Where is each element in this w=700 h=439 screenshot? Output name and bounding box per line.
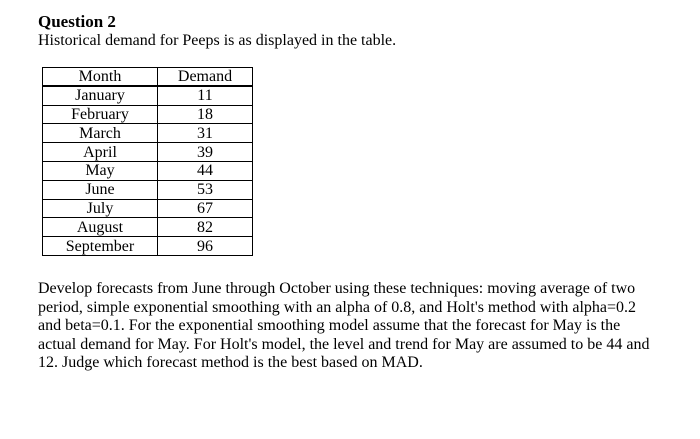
month-cell: February [43, 105, 158, 124]
demand-cell: 44 [158, 161, 253, 180]
month-cell: June [43, 180, 158, 199]
demand-cell: 67 [158, 199, 253, 218]
month-cell: March [43, 124, 158, 143]
demand-cell: 82 [158, 218, 253, 237]
demand-table [42, 67, 253, 256]
demand-cell: 39 [158, 143, 253, 162]
month-cell: May [43, 161, 158, 180]
demand-cell: 53 [158, 180, 253, 199]
table-row [43, 143, 253, 162]
demand-cell: 96 [158, 237, 253, 256]
table-row [43, 161, 253, 180]
table-row [43, 237, 253, 256]
table-row [43, 218, 253, 237]
header-demand: Demand [158, 68, 253, 87]
demand-cell: 11 [158, 86, 253, 105]
question-body: Develop forecasts from June through October using these techniques: moving average of two period, simple exponential smoothing with an alpha of 0.8, and Holt's method with alpha=0.2 and beta=0.1. For the exponential smoothing model assume that the forecast for May is the actual demand for May. For Holt's model, the level and trend for May are assumed to be 44 and 12. Judge which forecast method is the best based on MAD. [38, 280, 650, 372]
table-row [43, 180, 253, 199]
month-cell: July [43, 199, 158, 218]
question-title: Question 2 [38, 12, 116, 31]
month-cell: August [43, 218, 158, 237]
month-cell: September [43, 237, 158, 256]
month-cell: April [43, 143, 158, 162]
table-row [43, 199, 253, 218]
table-header-row [43, 68, 253, 87]
demand-cell: 18 [158, 105, 253, 124]
table-row [43, 86, 253, 105]
table-row [43, 105, 253, 124]
question-page [38, 12, 668, 372]
month-cell: January [43, 86, 158, 105]
table-row [43, 124, 253, 143]
header-month: Month [43, 68, 158, 87]
question-intro: Historical demand for Peeps is as displayed in the table. [38, 32, 397, 49]
demand-cell: 31 [158, 124, 253, 143]
